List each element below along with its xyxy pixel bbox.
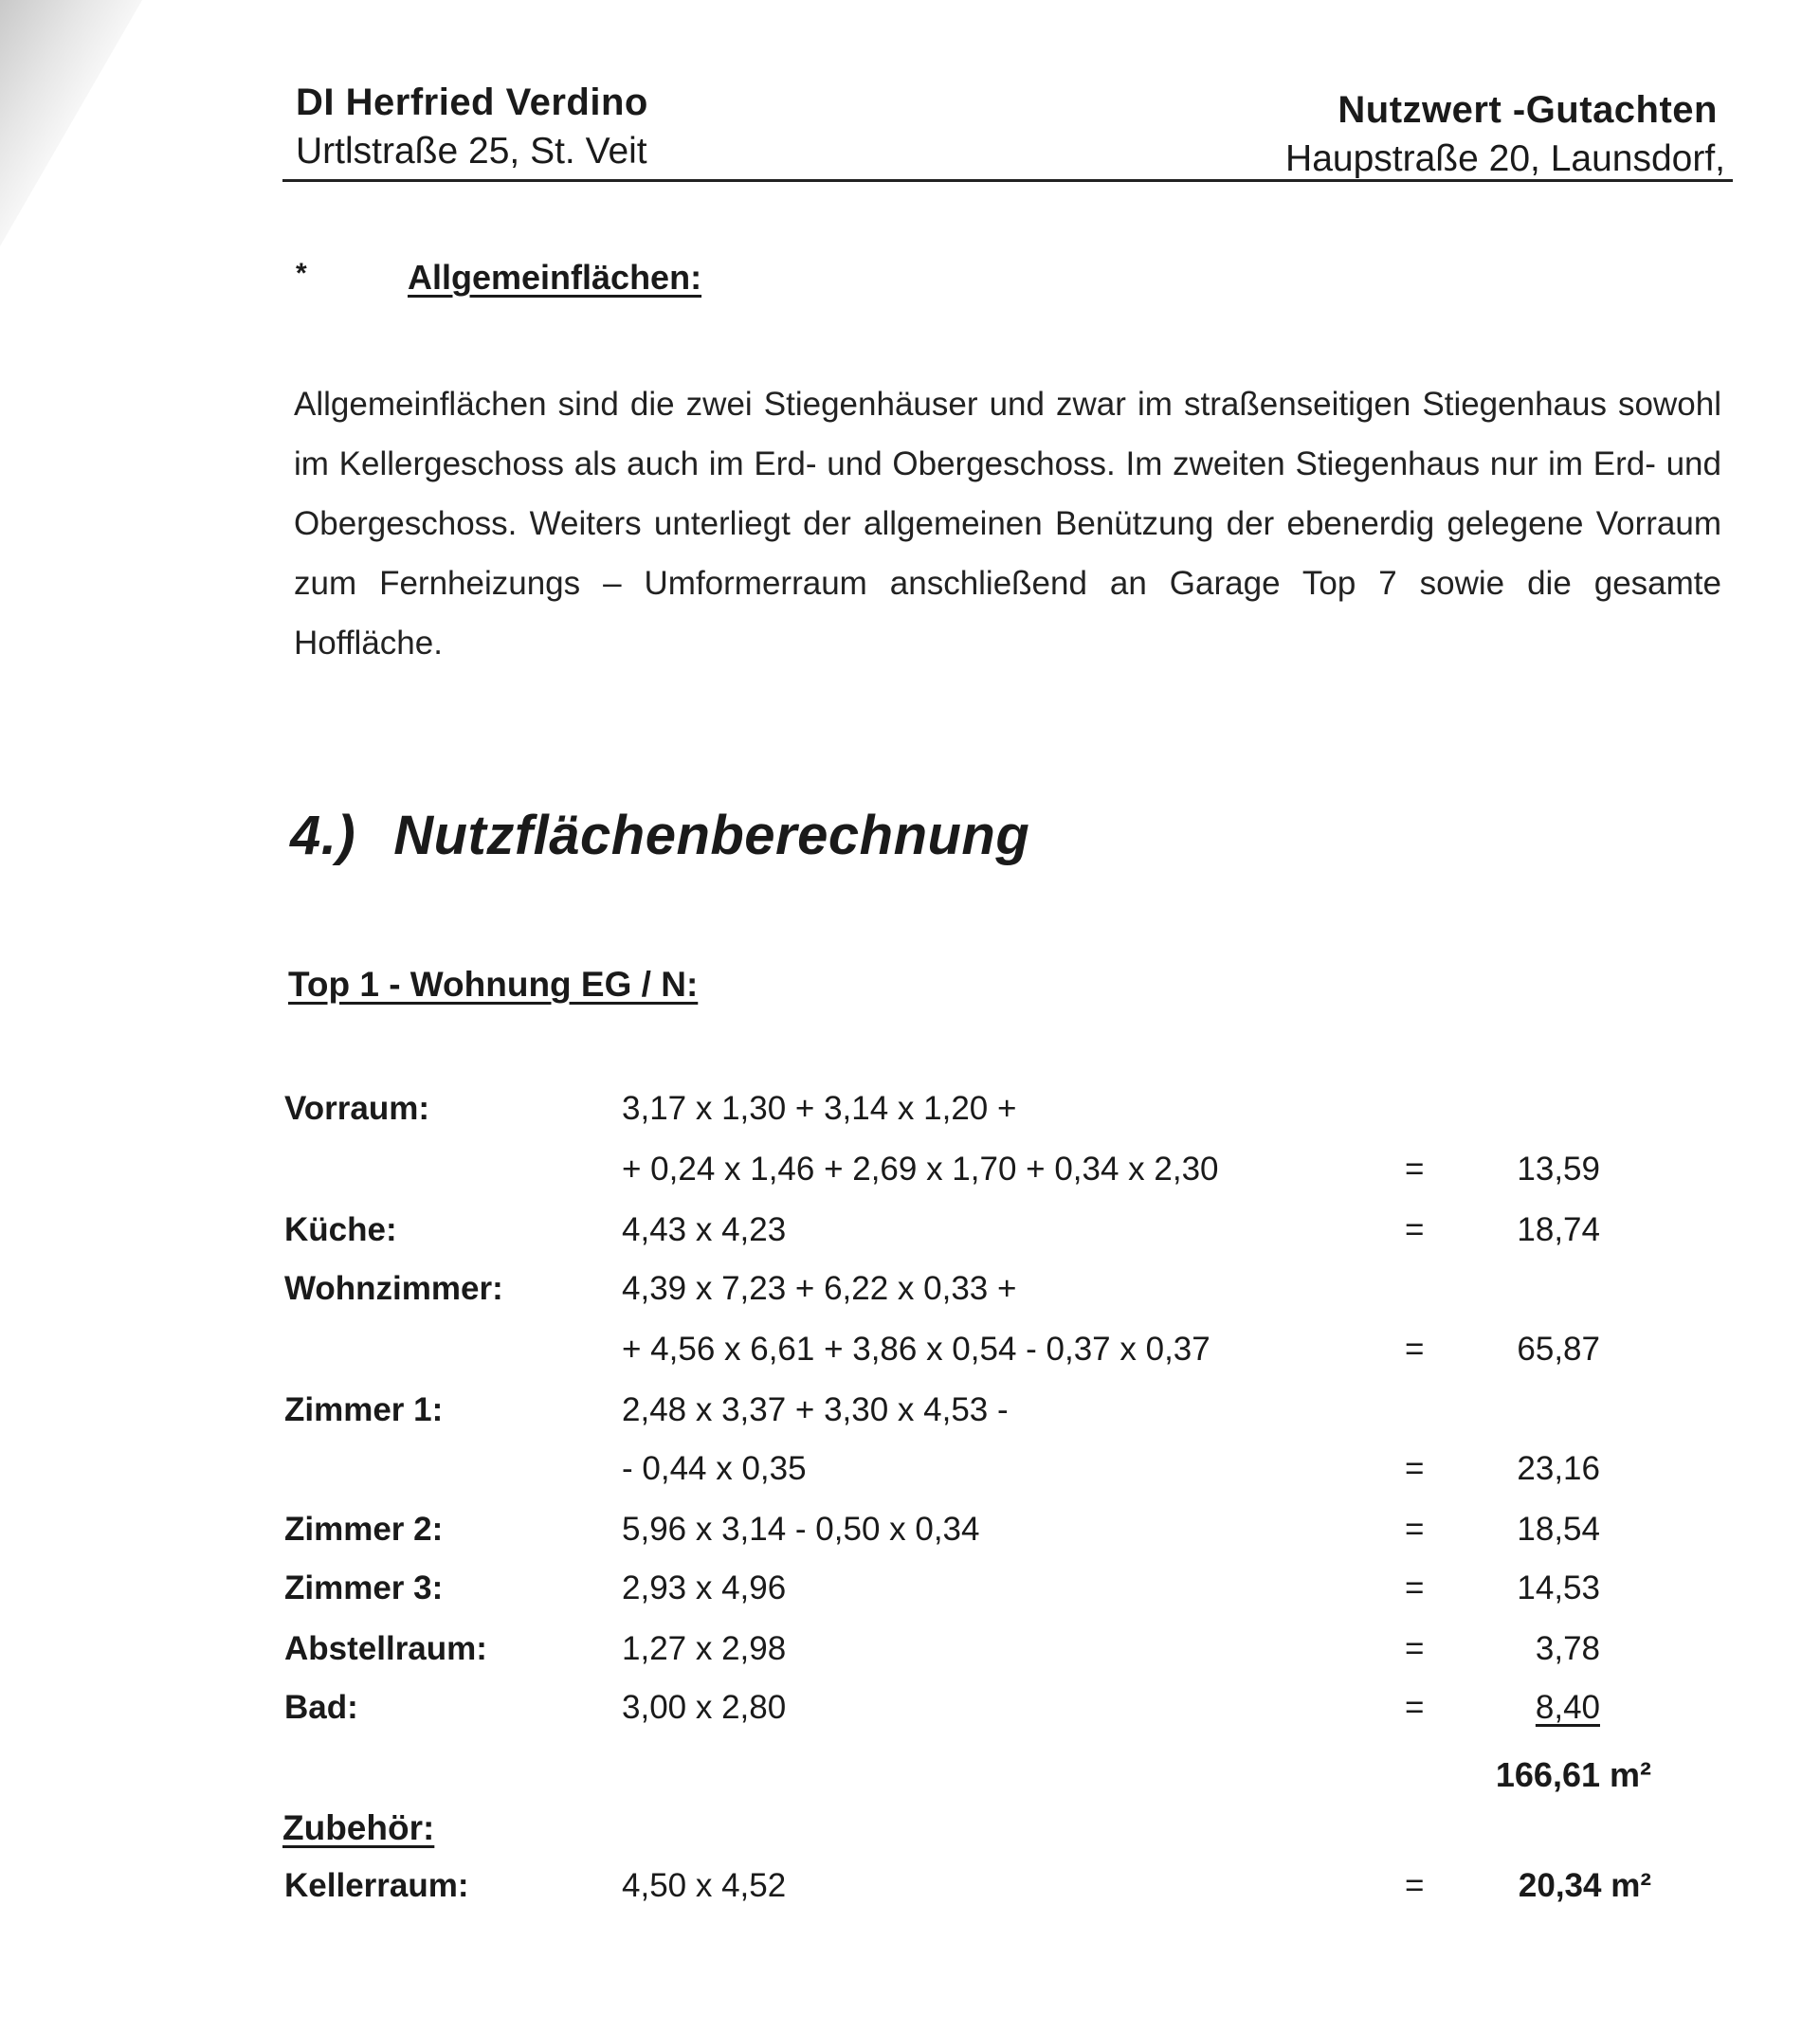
table-row	[0, 1270, 1820, 1327]
row-equals: =	[1405, 1630, 1425, 1667]
row-label: Bad:	[284, 1689, 358, 1726]
top1-heading: Top 1 - Wohnung EG / N:	[288, 965, 699, 1004]
author-address: Urtlstraße 25, St. Veit	[296, 131, 647, 172]
row-result: 13,59	[1517, 1151, 1600, 1188]
table-row	[0, 1511, 1820, 1568]
row-calculation: 5,96 x 3,14 - 0,50 x 0,34	[622, 1511, 980, 1548]
top1-total: 166,61 m²	[1495, 1755, 1651, 1794]
table-row-kellerraum	[0, 1867, 1820, 1924]
row-calculation: 3,00 x 2,80	[622, 1689, 787, 1726]
row-equals: =	[1405, 1689, 1425, 1726]
author-name: DI Herfried Verdino	[296, 82, 648, 123]
section-bullet: *	[296, 258, 307, 289]
row-result: 14,53	[1517, 1569, 1600, 1606]
row-calculation: - 0,44 x 0,35	[622, 1450, 807, 1487]
row-label: Küche:	[284, 1211, 397, 1248]
main-heading	[290, 804, 1029, 867]
row-equals: =	[1405, 1151, 1425, 1188]
table-row	[0, 1151, 1820, 1207]
row-equals: =	[1405, 1569, 1425, 1606]
row-result: 23,16	[1517, 1450, 1600, 1487]
property-address: Haupstraße 20, Launsdorf,	[1285, 138, 1725, 179]
row-label: Zimmer 2:	[284, 1511, 444, 1548]
row-calculation: 2,48 x 3,37 + 3,30 x 4,53 -	[622, 1391, 1009, 1428]
table-row	[0, 1331, 1820, 1388]
table-row	[0, 1689, 1820, 1746]
header-divider	[282, 179, 1733, 182]
row-equals: =	[1405, 1331, 1425, 1368]
row-calculation: 3,17 x 1,30 + 3,14 x 1,20 +	[622, 1090, 1017, 1127]
row-label: Zimmer 3:	[284, 1569, 444, 1606]
row-calculation: 1,27 x 2,98	[622, 1630, 787, 1667]
main-heading-number: 4.)	[290, 805, 356, 866]
row-label: Wohnzimmer:	[284, 1270, 503, 1307]
table-row	[0, 1450, 1820, 1507]
row-calculation: + 4,56 x 6,61 + 3,86 x 0,54 - 0,37 x 0,37	[622, 1331, 1210, 1368]
row-result: 20,34 m²	[1518, 1867, 1651, 1904]
main-heading-title: Nutzflächenberechnung	[393, 805, 1030, 866]
row-calculation: 4,43 x 4,23	[622, 1211, 787, 1248]
table-row	[0, 1090, 1820, 1147]
row-result: 65,87	[1517, 1331, 1600, 1368]
table-row	[0, 1211, 1820, 1268]
page-corner-shadow	[0, 0, 142, 246]
row-equals: =	[1405, 1211, 1425, 1248]
table-row	[0, 1630, 1820, 1687]
row-calculation: + 0,24 x 1,46 + 2,69 x 1,70 + 0,34 x 2,30	[622, 1151, 1219, 1188]
row-result: 3,78	[1535, 1630, 1600, 1667]
row-label: Kellerraum:	[284, 1867, 469, 1904]
paragraph-text: Allgemeinflächen sind die zwei Stiegenhäuser und zwar im straßenseitigen Stiegenhaus sowohl im Kellergeschoss als auch im Erd- und Obergeschoss. Im zweiten Stiegenhaus nur im Erd- und Obergeschoss. Weiters unterliegt der allgemeinen Benützung der ebenerdig gelegene Vorraum zum Fernheizungs – Umformerraum anschließend an Garage Top 7 sowie die gesamte Hoffläche.	[294, 386, 1721, 662]
row-result: 18,54	[1517, 1511, 1600, 1548]
document-title: Nutzwert -Gutachten	[1338, 89, 1718, 131]
row-equals: =	[1405, 1867, 1425, 1904]
row-label: Zimmer 1:	[284, 1391, 444, 1428]
zubehoer-heading: Zubehör:	[282, 1808, 435, 1847]
row-calculation: 2,93 x 4,96	[622, 1569, 787, 1606]
row-calculation: 4,39 x 7,23 + 6,22 x 0,33 +	[622, 1270, 1017, 1307]
row-calculation: 4,50 x 4,52	[622, 1867, 787, 1904]
section-heading: Allgemeinflächen:	[408, 258, 702, 297]
row-result: 8,40	[1535, 1689, 1600, 1726]
row-label: Vorraum:	[284, 1090, 429, 1127]
row-result: 18,74	[1517, 1211, 1600, 1248]
table-row	[0, 1391, 1820, 1448]
row-equals: =	[1405, 1511, 1425, 1548]
row-label: Abstellraum:	[284, 1630, 487, 1667]
row-equals: =	[1405, 1450, 1425, 1487]
section-paragraph	[294, 374, 1721, 673]
table-row	[0, 1569, 1820, 1626]
